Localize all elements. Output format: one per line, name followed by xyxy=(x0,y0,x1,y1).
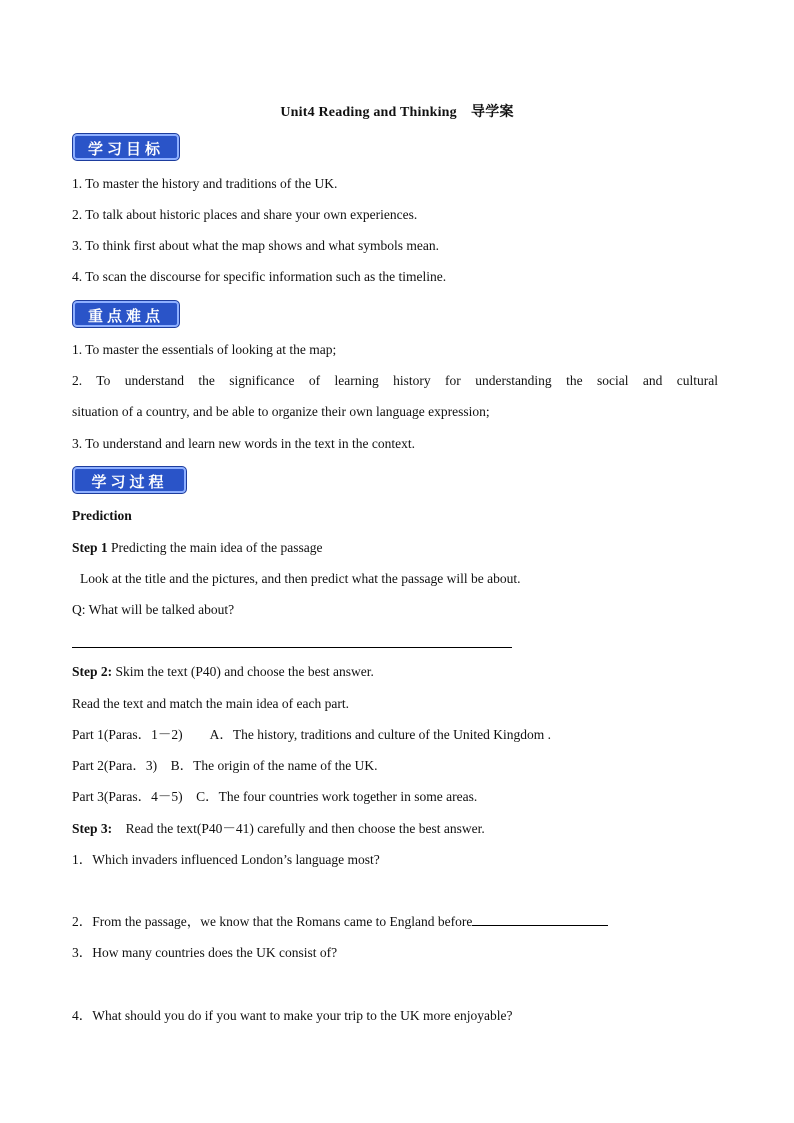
step3-label: Step 3: xyxy=(72,821,113,836)
step3-question-2 xyxy=(72,913,608,931)
step2-line xyxy=(72,663,374,681)
key-point-item-2-line-2: situation of a country, and be able to organize their own language expression; xyxy=(72,404,490,419)
key-point-item-1: 1. To master the essentials of looking at the map; xyxy=(72,342,337,357)
step2-part-2: Part 2(Para．3) B．The origin of the name of the UK. xyxy=(72,758,378,773)
step3-text: Read the text(P40－41) carefully and then choose the best answer. xyxy=(112,821,485,836)
step3-question-2-text: 2．From the passage，we know that the Romans came to England before xyxy=(72,914,473,929)
key-points-heading-badge: 重点难点 xyxy=(73,301,179,327)
process-heading-badge: 学习过程 xyxy=(73,467,186,493)
fill-in-blank[interactable] xyxy=(472,913,608,926)
step2-label: Step 2: xyxy=(72,664,113,679)
key-point-item-2-line-1: 2. To understand the significance of learning history for understanding the social and cultural xyxy=(72,373,718,388)
step1-instruction: Look at the title and the pictures, and then predict what the passage will be about. xyxy=(80,571,521,586)
objective-item-2: 2. To talk about historic places and share your own experiences. xyxy=(72,207,418,222)
step2-text: Skim the text (P40) and choose the best answer. xyxy=(112,664,374,679)
step3-question-1: 1．Which invaders influenced London’s language most? xyxy=(72,852,380,867)
step2-instruction: Read the text and match the main idea of each part. xyxy=(72,696,350,711)
step2-part-3: Part 3(Paras．4－5) C．The four countries work together in some areas. xyxy=(72,789,478,804)
objective-item-4: 4. To scan the discourse for specific information such as the timeline. xyxy=(72,269,447,284)
objective-item-1: 1. To master the history and traditions of the UK. xyxy=(72,176,338,191)
step2-part-1: Part 1(Paras．1－2) A．The history, traditions and culture of the United Kingdom . xyxy=(72,727,552,742)
prediction-heading: Prediction xyxy=(72,508,132,523)
step1-question: Q: What will be talked about? xyxy=(72,602,235,617)
objectives-heading-badge: 学习目标 xyxy=(73,134,179,160)
step1-line xyxy=(72,539,322,557)
page-title: Unit4 Reading and Thinking 导学案 xyxy=(280,105,514,120)
answer-line[interactable] xyxy=(72,647,512,648)
step3-line xyxy=(72,820,485,838)
key-point-item-3: 3. To understand and learn new words in the text in the context. xyxy=(72,436,415,451)
step1-label: Step 1 xyxy=(72,540,108,555)
step1-text: Predicting the main idea of the passage xyxy=(107,540,323,555)
step3-question-3: 3．How many countries does the UK consist of? xyxy=(72,945,338,960)
step3-question-4: 4．What should you do if you want to make your trip to the UK more enjoyable? xyxy=(72,1008,513,1023)
objective-item-3: 3. To think first about what the map shows and what symbols mean. xyxy=(72,238,440,253)
